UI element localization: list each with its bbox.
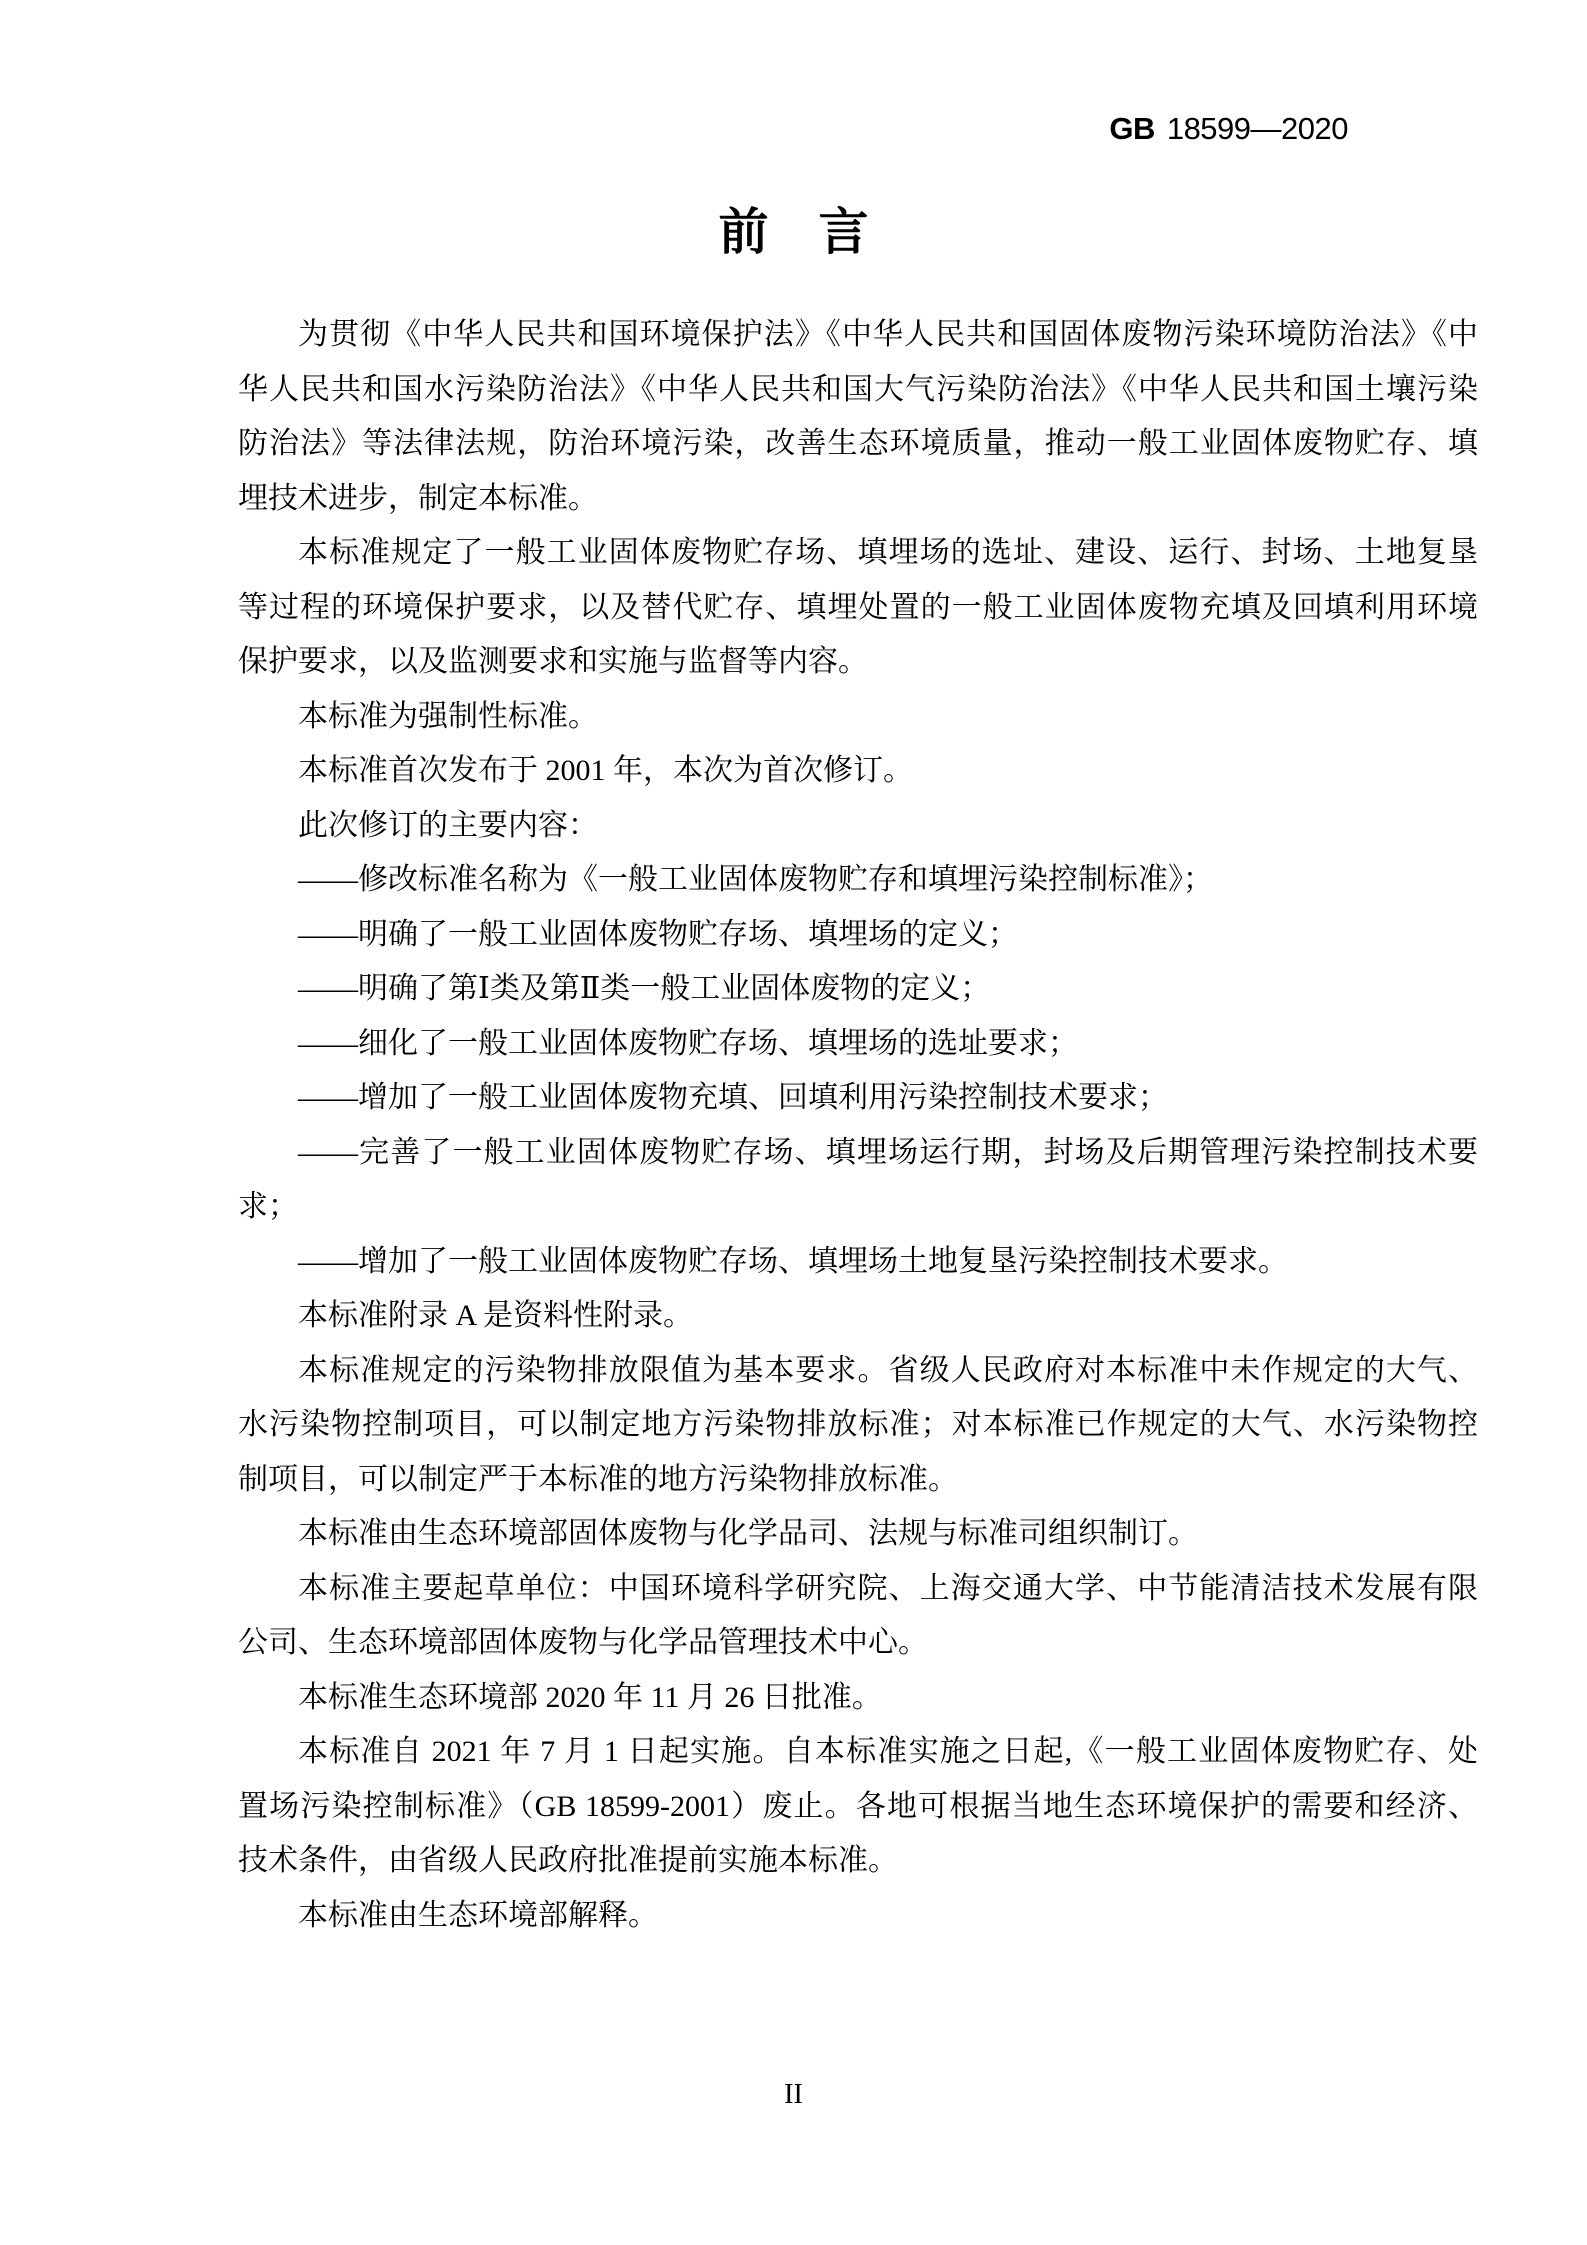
standard-code xyxy=(1109,112,1348,145)
text-line: 本标准附录 A 是资料性附录。 xyxy=(298,1299,694,1332)
standard-code-prefix: GB xyxy=(1109,111,1155,146)
text-line: ——明确了一般工业固体废物贮存场、填埋场的定义； xyxy=(298,917,1018,951)
text-line: 为贯彻《中华人民共和国环境保护法》《中华人民共和国固体废物污染环境防治法》《中 xyxy=(298,318,1478,351)
text-line: ——修改标准名称为《一般工业固体废物贮存和填埋污染控制标准》； xyxy=(298,863,1213,896)
text-line: 本标准规定了一般工业固体废物贮存场、填埋场的选址、建设、运行、封场、土地复垦 xyxy=(298,536,1478,569)
text-line: 本标准由生态环境部固体废物与化学品司、法规与标准司组织制订。 xyxy=(298,1517,1198,1550)
document-body xyxy=(238,308,1478,1943)
standard-code-number: 18599—2020 xyxy=(1166,111,1348,146)
text-line: 本标准生态环境部 2020 年 11 月 26 日批准。 xyxy=(298,1680,882,1714)
text-line: 公司、生态环境部固体废物与化学品管理技术中心。 xyxy=(238,1626,928,1659)
text-line: 本标准自 2021 年 7 月 1 日起实施。自本标准实施之日起,《一般工业固体废物贮存、处 xyxy=(298,1735,1478,1768)
text-line: 防治法》等法律法规，防治环境污染，改善生态环境质量，推动一般工业固体废物贮存、填 xyxy=(238,427,1478,460)
text-line: ——增加了一般工业固体废物贮存场、填埋场土地复垦污染控制技术要求。 xyxy=(298,1244,1288,1278)
text-line: 此次修订的主要内容： xyxy=(298,808,598,842)
text-line: ——完善了一般工业固体废物贮存场、填埋场运行期，封场及后期管理污染控制技术要 xyxy=(298,1135,1478,1169)
text-line: 埋技术进步，制定本标准。 xyxy=(238,481,598,515)
text-line: 技术条件，由省级人民政府批准提前实施本标准。 xyxy=(238,1844,898,1877)
text-line: 保护要求，以及监测要求和实施与监督等内容。 xyxy=(238,645,868,678)
text-line: ——明确了第Ⅰ类及第Ⅱ类一般工业固体废物的定义； xyxy=(298,972,991,1005)
text-line: 本标准规定的污染物排放限值为基本要求。省级人民政府对本标准中未作规定的大气、 xyxy=(298,1353,1478,1387)
page-number: II xyxy=(784,2079,803,2110)
text-line: 本标准由生态环境部解释。 xyxy=(298,1898,658,1932)
text-line: 求； xyxy=(238,1190,298,1223)
text-line: ——增加了一般工业固体废物充填、回填利用污染控制技术要求； xyxy=(298,1081,1168,1114)
text-line: 本标准首次发布于 2001 年，本次为首次修订。 xyxy=(298,754,913,787)
text-line: 华人民共和国水污染防治法》《中华人民共和国大气污染防治法》《中华人民共和国土壤污染 xyxy=(238,372,1478,406)
text-line: 本标准主要起草单位：中国环境科学研究院、上海交通大学、中节能清洁技术发展有限 xyxy=(298,1571,1478,1605)
text-line: 等过程的环境保护要求，以及替代贮存、填埋处置的一般工业固体废物充填及回填利用环境 xyxy=(238,590,1478,624)
text-line: 水污染物控制项目，可以制定地方污染物排放标准；对本标准已作规定的大气、水污染物控 xyxy=(238,1408,1478,1441)
page-title: 前 言 xyxy=(718,204,869,260)
text-line: 本标准为强制性标准。 xyxy=(298,699,598,733)
text-line: 制项目，可以制定严于本标准的地方污染物排放标准。 xyxy=(238,1462,958,1496)
text-line: ——细化了一般工业固体废物贮存场、填埋场的选址要求； xyxy=(298,1026,1078,1060)
text-line: 置场污染控制标准》（GB 18599-2001）废止。各地可根据当地生态环境保护的需要和经济、 xyxy=(238,1789,1478,1823)
